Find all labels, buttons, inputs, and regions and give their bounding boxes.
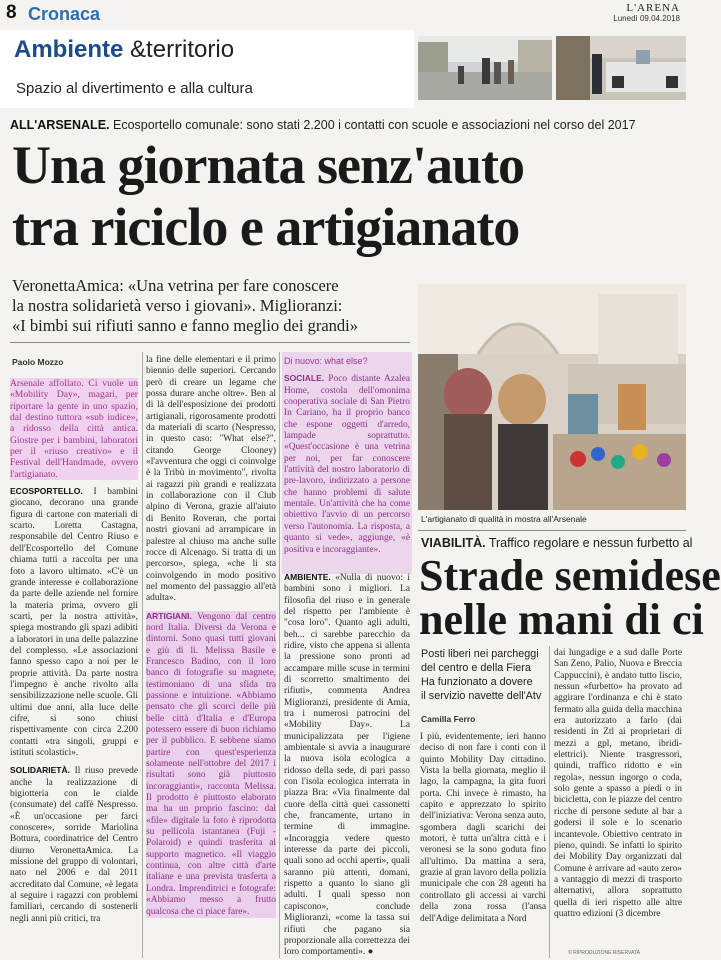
paragraph-ecosportello: I bambini giocano, decorano una grande figura di cartone con materiali di scarto. Loretta Castagna, responsabile del Centro Riuso e dell'Ecosportello del Comune chiama tutti a raccolta per una foto a lavoro ultimato. «C'è un grande interesse e collaborazione da parte delle aziende nel fornire la materia prima, ovvero gli scarti, per la nostra attività», spiega mostrando gli spazi adibiti a laboratori in una delle palazzine del complesso. «Le associazioni fanno spesso capo a noi per le proprie attività. Da parte nostra l'impegno è anche rivolto alla sensibilizzazione nelle scuole. Gli ultimi due anni, alla luce delle cifre, si sono chiusi rispettivamente con circa 2.200 contatti «tra singoli, gruppi e istituti scolastici». <box>10 487 138 758</box>
paragraph-sociale: Poco distante Azalea Home, costola dell'omonima cooperativa sociale di San Pietro In Cariano, ha il proprio banco che espone oggetti d'arredo, lampade soprattutto. «Quest'occasione è una vetrina per noi, per far conoscere l'attività del nostro laboratorio di pre-lavoro, indirizzato a persone che hanno problemi di salute mentale. Un'attività che ha come obiettivo l'avvio di un percorso verso l'autonomia. La risposta, a quanto si vede», aggiunge, «è positiva e incoraggiante». <box>284 374 410 555</box>
sidebar-heading: Di nuovo: what else? <box>284 356 368 366</box>
issue-date: Lunedì 09.04.2018 <box>613 14 680 23</box>
article-photo-artisans <box>418 284 686 510</box>
banner-photo-police <box>556 36 686 100</box>
second-article-column-1: I più, evidentemente, ieri hanno deciso di non fare i conti con il quinto Mobility Day cittadino. Vista la bella giornata, meglio il lago, la campagna, la gita fuori porta. Chi invece è rimasto, ha capito e apprezzato lo spirito dell'iniziativa: Verona senza auto, sgombera dagli scarichi dei motori, è tutta un'altra città e i veronesi se la sono goduta fino all'ultimo. Da mattina a sera, grazie al gran lavoro della polizia municipale che con 28 agenti ha controllato gli accessi ai varchi della zona rossa (l'ansa dell'Adige delimitata a Nord <box>420 732 546 924</box>
second-article-divider <box>418 530 686 531</box>
article-column-1 <box>10 378 138 960</box>
column-divider <box>549 646 550 958</box>
article-lead: Arsenale affollato. Ci vuole un «Mobility Day», magari, per riportare la gente in uno spazio, dal destino tuttora «sub iudice», a ridosso della città antica. Giostre per i bambini, laboratori per il «riuso creativo» e il Festival dell'Handmade, ovvero l'artigianato. <box>10 378 138 480</box>
headline-line-1: Una giornata senz'auto <box>12 135 525 195</box>
second-deck-line-4: il servizio navette dell'Atv <box>421 690 542 702</box>
second-article-column-2: dai lungadige e a sud dalle Porte San Zeno, Palio, Nuova e Breccia Cappuccini), è andato tutto liscio, nessun «furbetto» ha provato ad aggirare l'ordinanza e chi è stato fermato alla guida della macchina era autorizzato a farlo (dai residenti in Ztl ai proprietari di mezzi a gpl, metano, ibridi-elettrici). Niente trasgressori, quindi, traffico ridotto e «in regola», nessun ingorgo o coda, solo gente a spasso a piedi o in bicicletta, con le piazze del centro ricche di persone sedute al bar a godersi il sole e lo scenario incantevole. Obiettivo centrato in pieno, quindi. Se infatti lo spirito dei Mobility Day organizzati dal Comune è arrivare ad «auto zero» a vantaggio di mezzi di trasporto alternativi, allora soprattutto quella di ieri rispetto alle altre quattro edizioni (3 dicembre <box>554 648 682 919</box>
banner-photo-street <box>418 36 552 100</box>
photo-caption: L'artigianato di qualità in mostra all'Arsenale <box>421 514 587 524</box>
subhead-ambiente: AMBIENTE. <box>284 571 331 582</box>
second-byline: Camilla Ferro <box>421 714 476 724</box>
second-deck-line-2: del centro e della Fiera <box>421 662 531 674</box>
section-banner-title: Ambiente &territorio <box>14 36 235 63</box>
paragraph-artigiani: Vengono dal centro nord Italia. Diversi da Verona e dintorni. Sono quasi tutti giovani e giù di lì. Melissa Basile e Francesco Badino, con il loro banco di fotografie su magnete, testimoniano di una sfida tra passione e intuizione. «Abbiamo pensato che gli scorci delle più belle città d'Italia e d'Europa potessero essere di buon richiamo per il pubblico. E sebbene siamo partire con quest'esperienza solamente nell'ottobre del 2017 i risultati sono già piuttosto incoraggianti», racconta Melissa. Il prodotto è piuttosto elaborato ma ha un proprio fascino: dal «file» digitale la foto è riprodotta su pellicola istantanea (Fuji - Polaroid) e quindi trasferita al supporto magnetico. «Il viaggio continua, con altre città d'arte italiane e una prevista trasferta a Londra. Imprenditrici e fotografe: «Abbiamo messo a frutto qualcosa che ci piace fare». <box>146 611 276 917</box>
headline-line-2: tra riciclo e artigianato <box>12 197 520 257</box>
newspaper-name: L'ARENA <box>626 2 680 14</box>
second-headline-line-1: Strade semidese <box>419 551 721 600</box>
subhead-solidarieta: SOLIDARIETÀ. <box>10 765 70 776</box>
deck-line-1: VeronettaAmica: «Una vetrina per fare conoscere <box>12 276 339 295</box>
second-deck-line-1: Posti liberi nei parcheggi <box>421 648 539 660</box>
article-column-3 <box>284 356 410 960</box>
subhead-ecosportello: ECOSPORTELLO. <box>10 486 83 497</box>
subhead-artigiani: ARTIGIANI. <box>146 610 192 621</box>
deck-divider <box>10 342 410 343</box>
copyright-credit: © RIPRODUZIONE RISERVATA <box>568 950 640 956</box>
paragraph-solidarieta: Il riuso prevede anche la realizzazione di bigiotteria con le cialde (consumate) del caffè Nespresso. «È un'occasione per farci conoscere», sorride Mariolina Bottura, coordinatrice del Centro diurno VeronettaAmica. La missione del gruppo di volontari, nato nel 2006 e dal 2011 accreditato dal Comune, «è legata al seguire i ragazzi con problemi familiari, cercando di sostenerli negli anni più critici, tra <box>10 766 138 924</box>
kicker-tag: ALL'ARSENALE. <box>10 118 110 132</box>
subhead-sociale: SOCIALE. <box>284 373 325 384</box>
second-kicker-tag: VIABILITÀ. <box>421 536 486 550</box>
page-number: 8 <box>6 2 17 23</box>
deck-line-3: «I bimbi sui rifiuti sanno e fanno meglio dei grandi» <box>12 316 358 335</box>
section-banner-subtitle: Spazio al divertimento e alla cultura <box>16 80 253 97</box>
section-name: Cronaca <box>28 4 101 24</box>
column-divider <box>279 352 280 958</box>
byline: Paolo Mozzo <box>12 357 64 367</box>
column-divider <box>142 352 143 958</box>
article-column-2 <box>146 355 276 960</box>
paragraph-ambiente: «Nulla di nuovo: i bambini sono i migliori. La filosofia del riuso e in generale del rispetto per l'ambiente è "cosa loro". Quanto agli adulti, beh... ci sarebbe parecchio da ridire, visto che appena si allenta la pressione sono pronti ad accampare mille scuse in termini di scorretto smaltimento dei rifiuti», commenta Andrea Miglioranzi, presidente di Amia, tra i numerosi patrocini del «Mobility Day». La municipalizzata per l'igiene ambientale si avvia a inaugurare la nuova isola ecologica a ridosso della sede, di pari passo con l'isola ecologica interrata in piazza Bra: «Via finalmente dal cuore della città quei cassonetti che, francamente, urtano in termine di immagine. «Incoraggia vedere questo interesse da parte dei piccoli, quali sono ad occhi aperti», quali saranno più attenti, domani, rispetto a quanto lo siano gli adulti. I quali spesso non capiscono», conclude Miglioranzi, «come la tassa sui rifiuti che pagano sia proporzionale alla correttezza dei loro comportamenti». ● <box>284 572 410 958</box>
paragraph-continued: la fine delle elementari e il primo biennio delle superiori. Cercando però di creare un legame che possa durare anche oltre». Ben al di là dell'esposizione dei prodotti artigianali, rigorosamente prodotti da materiali di scarto (Nespresso, in questo caso: "What else?", citando George Clooney) «l'avventura che oggi ci coinvolge è la Tribù in movimento", rivolta ai ragazzi più grandi e realizzata in collaborazione con il Club alpino di Verona, grazie all'aiuto di Benito Roveran, che portai nostri giovani ad arrampicare in palestre al chiuso ma anche sulle rocce di Alcenago. Si tratta di un percorso», spiega, «che li sta coinvolgendo in modo positivo nel momento del passaggio all'età adulta». <box>146 355 276 604</box>
second-article-kicker <box>421 536 692 550</box>
deck-line-2: la nostra solidarietà verso i giovani». Miglioranzi: <box>12 296 343 315</box>
kicker-text: Ecosportello comunale: sono stati 2.200 i contatti con scuole e associazioni nel corso del 2017 <box>112 118 636 132</box>
second-kicker-text: Traffico regolare e nessun furbetto al <box>488 536 693 550</box>
masthead <box>6 3 680 29</box>
second-headline-line-2: nelle mani di ci <box>419 595 704 644</box>
second-deck-line-3: Ha funzionato a dovere <box>421 676 533 688</box>
article-kicker <box>10 118 636 132</box>
